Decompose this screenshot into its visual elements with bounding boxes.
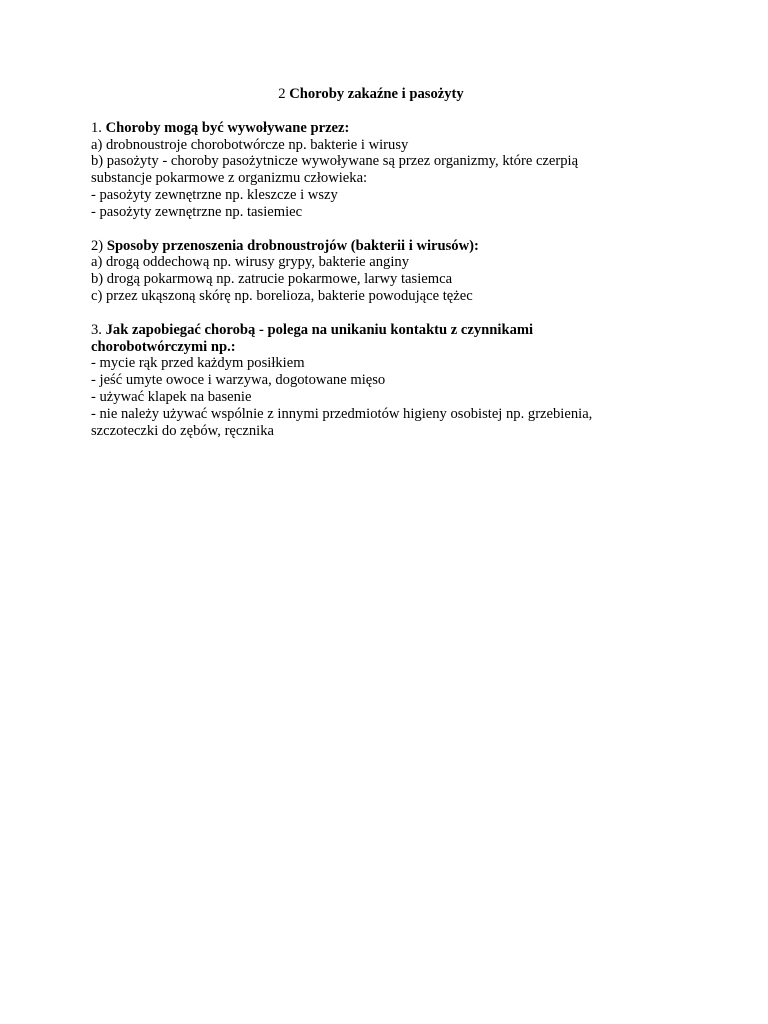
section-3-line: - nie należy używać wspólnie z innymi przedmiotów higieny osobistej np. grzebienia,: [91, 405, 593, 422]
document-page: [91, 86, 651, 456]
section-3-number: 3.: [91, 321, 102, 338]
section-3-line: - mycie rąk przed każdym posiłkiem: [91, 355, 305, 372]
section-1-line: a) drobnoustroje chorobotwórcze np. bakterie i wirusy: [91, 136, 409, 153]
section-1: [91, 120, 651, 221]
section-1-number: 1.: [91, 119, 102, 136]
section-1-heading: [91, 120, 651, 137]
document-title: [91, 86, 651, 103]
section-1-line: - pasożyty zewnętrzne np. kleszcze i wszy: [91, 186, 338, 203]
section-3-heading-text: Jak zapobiegać chorobą - polega na unikaniu kontaktu z czynnikami: [105, 321, 534, 338]
title-number: 2: [278, 86, 286, 102]
section-3-line: szczoteczki do zębów, ręcznika: [91, 422, 274, 439]
section-3-heading-continuation: chorobotwórczymi np.:: [91, 338, 236, 355]
section-1-line: substancje pokarmowe z organizmu człowieka:: [91, 170, 368, 187]
section-2-heading-text: Sposoby przenoszenia drobnoustrojów (bakterii i wirusów):: [106, 237, 479, 254]
title-text: Choroby zakaźne i pasożyty: [289, 86, 464, 102]
section-2: [91, 238, 651, 305]
section-2-line: c) przez ukąszoną skórę np. borelioza, bakterie powodujące tężec: [91, 287, 473, 304]
section-1-line: - pasożyty zewnętrzne np. tasiemiec: [91, 203, 303, 220]
section-3-heading: [91, 322, 651, 339]
section-2-number: 2): [91, 237, 104, 254]
section-1-line: b) pasożyty - choroby pasożytnicze wywoływane są przez organizmy, które czerpią: [91, 153, 579, 170]
section-3-line: - jeść umyte owoce i warzywa, dogotowane mięso: [91, 372, 386, 389]
section-3-line: - używać klapek na basenie: [91, 388, 252, 405]
section-1-heading-text: Choroby mogą być wywoływane przez:: [105, 119, 350, 136]
section-2-line: b) drogą pokarmową np. zatrucie pokarmowe, larwy tasiemca: [91, 271, 453, 288]
section-2-heading: [91, 238, 651, 255]
section-3: [91, 322, 651, 440]
section-2-line: a) drogą oddechową np. wirusy grypy, bakterie anginy: [91, 254, 409, 271]
